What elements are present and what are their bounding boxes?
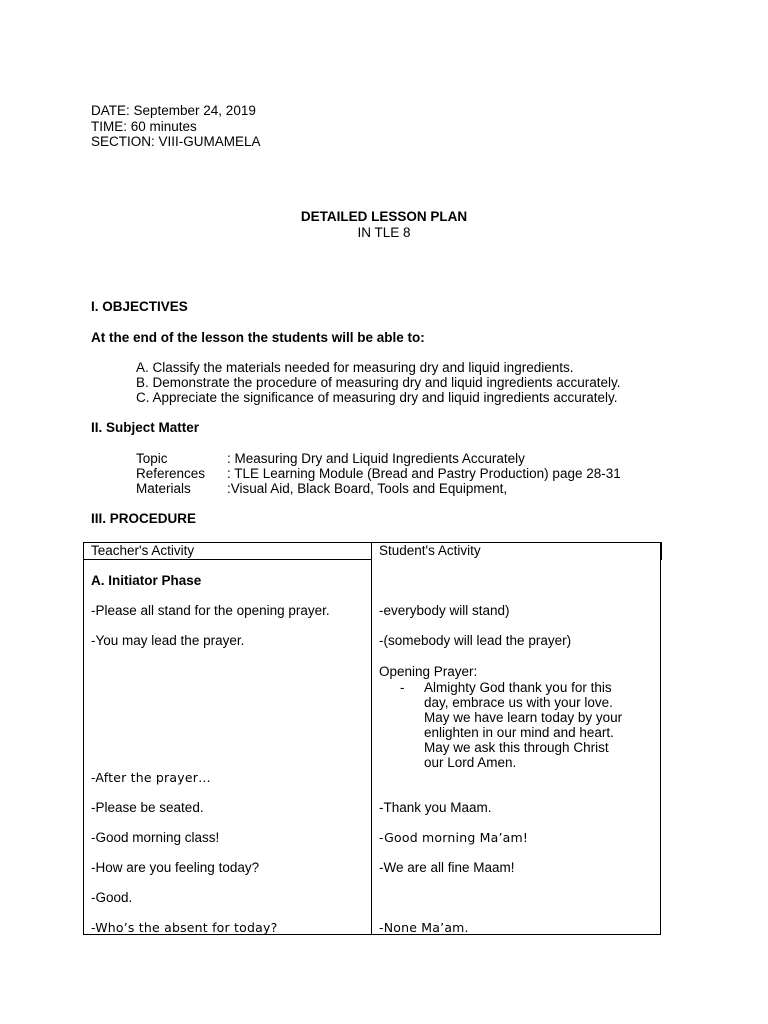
objective-item: C. Appreciate the significance of measuring dry and liquid ingredients accurately. bbox=[136, 390, 618, 406]
date-line: DATE: September 24, 2019 bbox=[91, 103, 256, 118]
student-activity-row: -Good morning Ma’am! bbox=[379, 830, 529, 845]
prayer-line: May we have learn today by your bbox=[424, 710, 623, 726]
teacher-activity-row: -Please be seated. bbox=[91, 800, 204, 815]
subject-value: : TLE Learning Module (Bread and Pastry Production) page 28-31 bbox=[227, 466, 621, 482]
subject-row-references bbox=[136, 466, 621, 481]
student-column-header: Student's Activity bbox=[379, 543, 481, 558]
title-sub: IN TLE 8 bbox=[357, 224, 411, 240]
time-line: TIME: 60 minutes bbox=[91, 118, 197, 134]
prayer-lines bbox=[424, 680, 664, 771]
title-main: DETAILED LESSON PLAN bbox=[300, 209, 468, 224]
student-activity-row: -Thank you Maam. bbox=[379, 800, 492, 815]
document-title bbox=[0, 209, 768, 240]
prayer-line: May we ask this through Christ bbox=[424, 740, 609, 756]
subject-key: Materials bbox=[136, 481, 191, 497]
teacher-activity-row: -How are you feeling today? bbox=[91, 860, 260, 875]
subject-row-materials bbox=[136, 481, 621, 496]
teacher-activity-row: -Who’s the absent for today? bbox=[91, 920, 278, 935]
subject-key: References bbox=[136, 466, 206, 482]
section-line: SECTION: VIII-GUMAMELA bbox=[91, 134, 261, 149]
subject-matter-table bbox=[136, 451, 621, 497]
objective-item: A. Classify the materials needed for measuring dry and liquid ingredients. bbox=[136, 360, 574, 375]
prayer-line: our Lord Amen. bbox=[424, 755, 517, 771]
teacher-activity-row: -Good morning class! bbox=[91, 830, 220, 845]
teacher-column-header: Teacher's Activity bbox=[91, 543, 195, 558]
phase-heading: A. Initiator Phase bbox=[91, 573, 202, 588]
teacher-activity-row: -You may lead the prayer. bbox=[91, 633, 245, 648]
prayer-bullet: - bbox=[400, 680, 405, 695]
procedure-heading: III. PROCEDURE bbox=[91, 511, 197, 526]
student-activity-row: -(somebody will lead the prayer) bbox=[379, 633, 572, 648]
lesson-header bbox=[91, 103, 261, 150]
subject-value: :Visual Aid, Black Board, Tools and Equipment, bbox=[227, 481, 508, 497]
table-header-edge bbox=[660, 542, 662, 560]
table-header-divider bbox=[83, 559, 372, 560]
teacher-activity-row: -Please all stand for the opening prayer. bbox=[91, 603, 330, 618]
prayer-line: Almighty God thank you for this bbox=[424, 680, 612, 695]
teacher-activity-row: -Good. bbox=[91, 890, 133, 905]
teacher-activity-row: -After the prayer… bbox=[91, 770, 211, 785]
subject-matter-heading: II. Subject Matter bbox=[91, 420, 200, 435]
prayer-line: enlighten in our mind and heart. bbox=[424, 725, 614, 741]
objective-item: B. Demonstrate the procedure of measuring dry and liquid ingredients accurately. bbox=[136, 375, 621, 391]
student-activity-row: -None Ma’am. bbox=[379, 920, 469, 935]
subject-row-topic bbox=[136, 451, 621, 466]
student-activity-row: -We are all fine Maam! bbox=[379, 860, 515, 875]
subject-key: Topic bbox=[136, 451, 168, 466]
objectives-intro: At the end of the lesson the students will be able to: bbox=[91, 330, 425, 345]
opening-prayer-label: Opening Prayer: bbox=[379, 664, 478, 679]
objectives-list bbox=[136, 360, 621, 406]
prayer-line: day, embrace us with your love. bbox=[424, 695, 613, 711]
table-column-divider bbox=[371, 542, 372, 935]
objectives-heading: I. OBJECTIVES bbox=[91, 299, 188, 314]
subject-value: : Measuring Dry and Liquid Ingredients Accurately bbox=[227, 451, 525, 466]
student-activity-row: -everybody will stand) bbox=[379, 603, 510, 618]
